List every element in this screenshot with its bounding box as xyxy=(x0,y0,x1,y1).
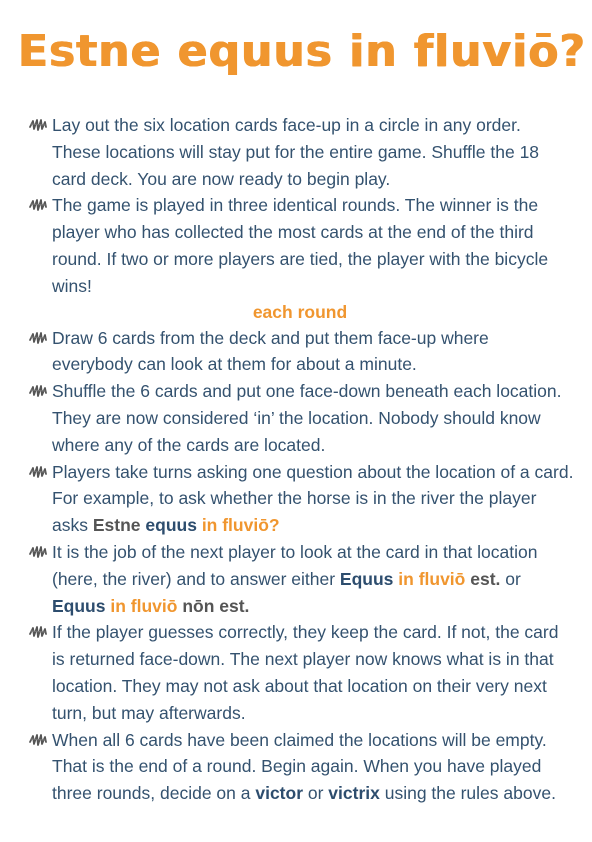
rule-draw-text: Draw 6 cards from the deck and put them face-up where everybody can look at them for about a minute. xyxy=(52,327,489,375)
rule-end-round xyxy=(26,727,574,807)
rule-shuffle-text: Shuffle the 6 cards and put one face-down beneath each location. They are now considered ‘in’ the location. Nobody should know where any of the cards are located. xyxy=(52,381,562,455)
rule-shuffle xyxy=(26,378,574,458)
rule-draw xyxy=(26,325,574,379)
question-equus: equus xyxy=(145,515,197,536)
rule-ask xyxy=(26,459,574,539)
rule-guess-text: If the player guesses correctly, they keep the card. If not, the card is returned face-down. The next player now knows what is in that location. They may not ask about that location on their very next turn, but may afterwards. xyxy=(52,622,559,723)
rule-guess xyxy=(26,619,574,726)
rule-end-round-tail: using the rules above. xyxy=(379,783,556,804)
scribble-bullet-icon xyxy=(28,330,48,346)
page-title: Estne equus in fluviō? xyxy=(18,26,587,77)
scribble-bullet-icon xyxy=(28,624,48,640)
answer-yes-est: est. xyxy=(470,568,501,589)
answer-yes-in-fluvio: in fluviō xyxy=(398,568,466,589)
question-estne: Estne xyxy=(92,515,141,536)
answer-no-non-est: nōn est. xyxy=(182,595,250,616)
scribble-bullet-icon xyxy=(28,383,48,399)
rule-setup xyxy=(26,112,574,192)
answer-or: or xyxy=(500,568,521,589)
winner-victrix: victrix xyxy=(328,783,380,804)
scribble-bullet-icon xyxy=(28,732,48,748)
rule-answer xyxy=(26,539,574,619)
rule-answer-text: It is the job of the next player to look at the card in that location (here, the river) and to answer either xyxy=(52,541,538,589)
question-in-fluvio: in fluviō? xyxy=(201,515,280,536)
rule-ask-text: Players take turns asking one question about the location of a card. For example, to ask whether the horse is in the river the player asks xyxy=(52,461,574,536)
scribble-bullet-icon xyxy=(28,544,48,560)
winner-or: or xyxy=(303,783,329,804)
answer-yes-equus: Equus xyxy=(339,568,394,589)
rule-setup-text: Lay out the six location cards face-up in a circle in any order. These locations will stay put for the entire game. Shuffle the 18 card deck. You are now ready to begin play. xyxy=(52,115,540,189)
answer-no-in-fluvio: in fluviō xyxy=(110,595,178,616)
scribble-bullet-icon xyxy=(28,464,48,480)
scribble-bullet-icon xyxy=(28,117,48,133)
scribble-bullet-icon xyxy=(28,197,48,213)
each-round-heading: each round xyxy=(252,301,348,322)
rules-content xyxy=(26,112,574,807)
rule-rounds xyxy=(26,192,574,299)
rule-end-round-text: When all 6 cards have been claimed the locations will be empty. That is the end of a round. Begin again. When you have played three rounds, decide on a xyxy=(52,729,547,804)
winner-victor: victor xyxy=(255,783,303,804)
rule-rounds-text: The game is played in three identical rounds. The winner is the player who has collected the most cards at the end of the third round. If two or more players are tied, the player with the bicycle wins! xyxy=(52,195,549,296)
answer-no-equus: Equus xyxy=(52,595,106,616)
